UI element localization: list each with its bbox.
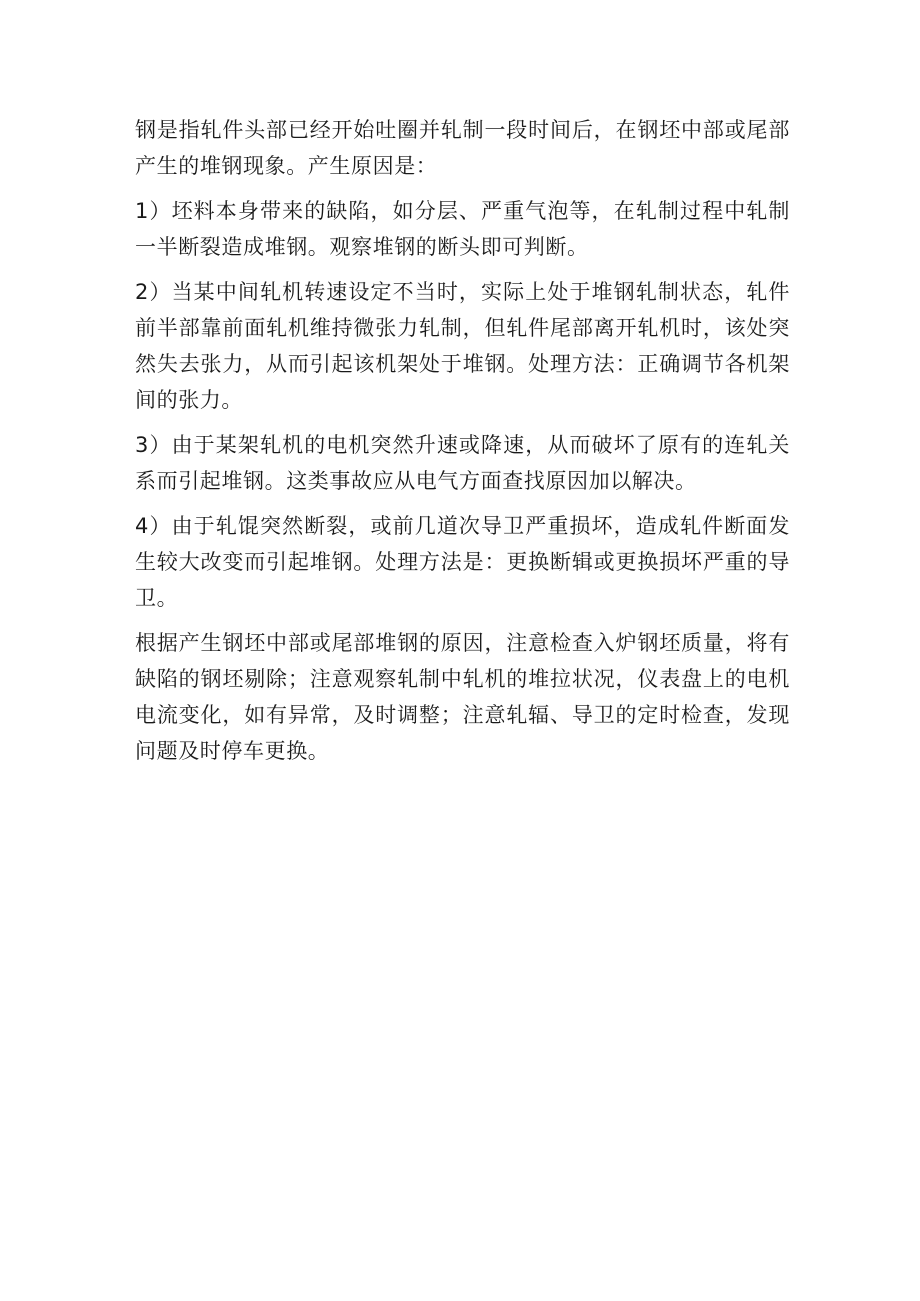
paragraph-prevention: 根据产生钢坯中部或尾部堆钢的原因，注意检查入炉钢坯质量，将有缺陷的钢坯剔除；注意观察轧制中轧机的堆拉状况，仪表盘上的电机电流变化，如有异常，及时调整；注意轧辐、导卫的定时检查，发现问题及时停车更换。	[135, 631, 790, 763]
paragraph-cause-3: 3）由于某架轧机的电机突然升速或降速，从而破坏了原有的连轧关系而引起堆钢。这类事故应从电气方面查找原因加以解决。	[135, 433, 790, 493]
paragraph-intro: 钢是指轧件头部已经开始吐圈并轧制一段时间后，在钢坯中部或尾部产生的堆钢现象。产生原因是：	[135, 118, 790, 178]
paragraph-cause-4: 4）由于轧馄突然断裂，或前几道次导卫严重损坏，造成轧件断面发生较大改变而引起堆钢。处理方法是：更换断辑或更换损坏严重的导卫。	[135, 514, 790, 610]
paragraph-cause-1: 1）坯料本身带来的缺陷，如分层、严重气泡等，在轧制过程中轧制一半断裂造成堆钢。观察堆钢的断头即可判断。	[135, 199, 790, 259]
document-body	[135, 112, 790, 778]
paragraph-cause-2: 2）当某中间轧机转速设定不当时，实际上处于堆钢轧制状态，轧件前半部靠前面轧机维持微张力轧制，但轧件尾部离开轧机时，该处突然失去张力，从而引起该机架处于堆钢。处理方法：正确调节各机架间的张力。	[135, 280, 790, 412]
